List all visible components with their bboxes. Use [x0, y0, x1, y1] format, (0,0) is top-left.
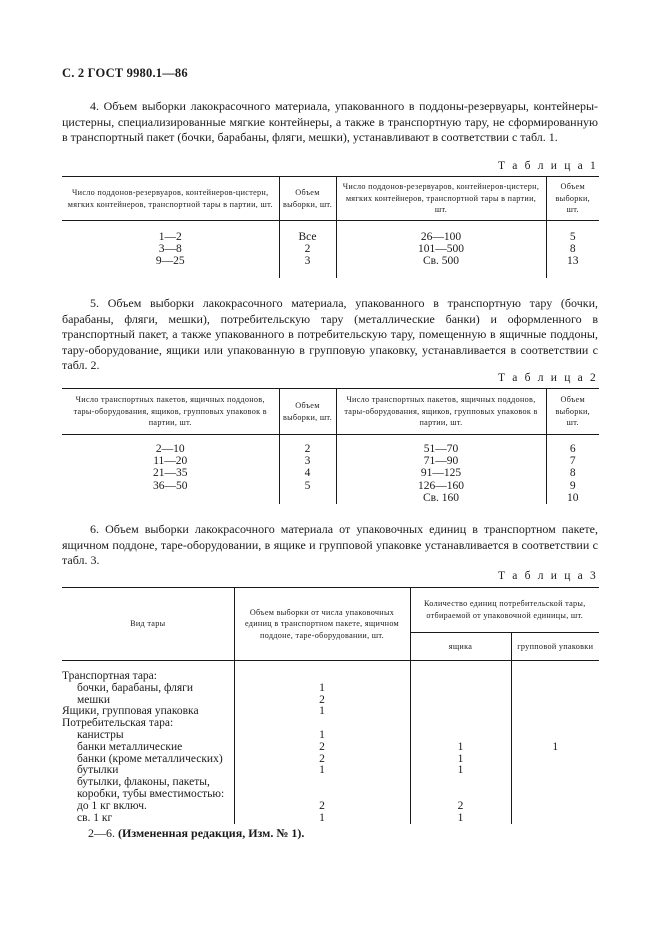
amendment-note: [88, 826, 304, 841]
table-2-caption: Т а б л и ц а 2: [497, 372, 598, 384]
table-3-group-column: 1: [511, 661, 599, 825]
table-1-count-header-right: Число поддонов-резервуаров, контейнеров-цистерн, мягких контейнеров, транспортной тары в партии, шт.: [336, 177, 546, 221]
table-1-left-samples: Все 2 3: [279, 221, 336, 279]
table-1-sample-header-right: Объем выборки, шт.: [546, 177, 599, 221]
paragraph-5: [62, 296, 598, 374]
table-2-left-counts: 2—10 11—20 21—35 36—50: [153, 443, 188, 492]
table-3-type-column: Транспортная тара: бочки, барабаны, фляги мешки Ящики, групповая упаковка Потребительская тара: канистры банки металлические банки (кроме металлических) бутылки бутылки, флаконы, пакеты, коробки, тубы вместимостью: до 1 кг включ. св. 1 кг: [62, 670, 225, 824]
table-2-left-samples: 2 3 4 5: [279, 435, 336, 505]
paragraph-4-text: 4. Объем выборки лакокрасочного материала, упакованного в поддоны-резервуары, контейнеры-цистерны, специализированные мягкие контейнеры, а также в транспортную тару, не сформированную в транспортный пакет (бочки, барабаны, фляги, мешки), устанавливают в соответствии с табл. 1.: [62, 99, 598, 145]
table-2-right-samples: 6 7 8 9 10: [546, 435, 599, 505]
table-3-box-header: ящика: [410, 633, 511, 661]
table-3-volume-header: Объем выборки от числа упаковочных единиц в транспортном пакете, ящичном поддоне, таре-оборудовании, шт.: [234, 588, 410, 661]
table-3-type-header: Вид тары: [62, 588, 234, 661]
table-1-right-counts: 26—100 101—500 Св. 500: [336, 221, 546, 279]
paragraph-5-text: 5. Объем выборки лакокрасочного материала, упакованного в транспортную тару (бочки, барабаны, фляги, мешки), потребительскую тару (металлические банки) и оформленного в транспортный пакет, а также упакованного в потребительскую тару, помещенную в ящичные поддоны, тару-оборудование, ящики или упакованную в групповую упаковку, устанавливается в соответствии с табл. 2.: [62, 296, 598, 373]
table-1-caption: Т а б л и ц а 1: [497, 160, 598, 172]
table-2: [62, 388, 599, 504]
table-3-caption: Т а б л и ц а 3: [497, 570, 598, 582]
page-header: С. 2 ГОСТ 9980.1—86: [62, 66, 188, 80]
table-3-group-header: групповой упаковки: [511, 633, 599, 661]
table-2-sample-header: Объем выборки, шт.: [279, 389, 336, 435]
table-1: [62, 176, 599, 278]
table-3-volume-column: 1 2 1 1 2 2 1 2 1: [234, 661, 410, 825]
paragraph-6: [62, 522, 598, 569]
table-2-count-header-right: Число транспортных пакетов, ящичных поддонов, тары-оборудования, ящиков, групповых упаковок в партии, шт.: [336, 389, 546, 435]
amendment-note-range: 2—6.: [88, 826, 115, 840]
table-3: [62, 587, 599, 824]
table-1-left-counts: 1—2 3—8 9—25: [155, 231, 185, 268]
table-2-right-counts: 51—70 71—90 91—125 126—160 Св. 160: [336, 435, 546, 505]
amendment-note-text: (Измененная редакция, Изм. № 1).: [118, 826, 305, 840]
table-1-sample-header: Объем выборки, шт.: [279, 177, 336, 221]
table-3-box-column: 1 1 1 2 1: [410, 661, 511, 825]
paragraph-4: [62, 99, 598, 146]
table-3-quantity-header: Количество единиц потребительской тары, отбираемой от упаковочной единицы, шт.: [410, 588, 599, 633]
table-2-sample-header-right: Объем выборки, шт.: [546, 389, 599, 435]
paragraph-6-text: 6. Объем выборки лакокрасочного материала от упаковочных единиц в транспортном пакете, ящичном поддоне, таре-оборудовании, в ящике и групповой упаковке устанавливается в соответствии с табл. 3.: [62, 522, 598, 568]
table-1-count-header: Число поддонов-резервуаров, контейнеров-цистерн, мягких контейнеров, транспортной тары в партии, шт.: [62, 177, 279, 221]
table-1-right-samples: 5 8 13: [546, 221, 599, 279]
table-2-count-header: Число транспортных пакетов, ящичных поддонов, тары-оборудования, ящиков, групповых упаковок в партии, шт.: [62, 389, 279, 435]
